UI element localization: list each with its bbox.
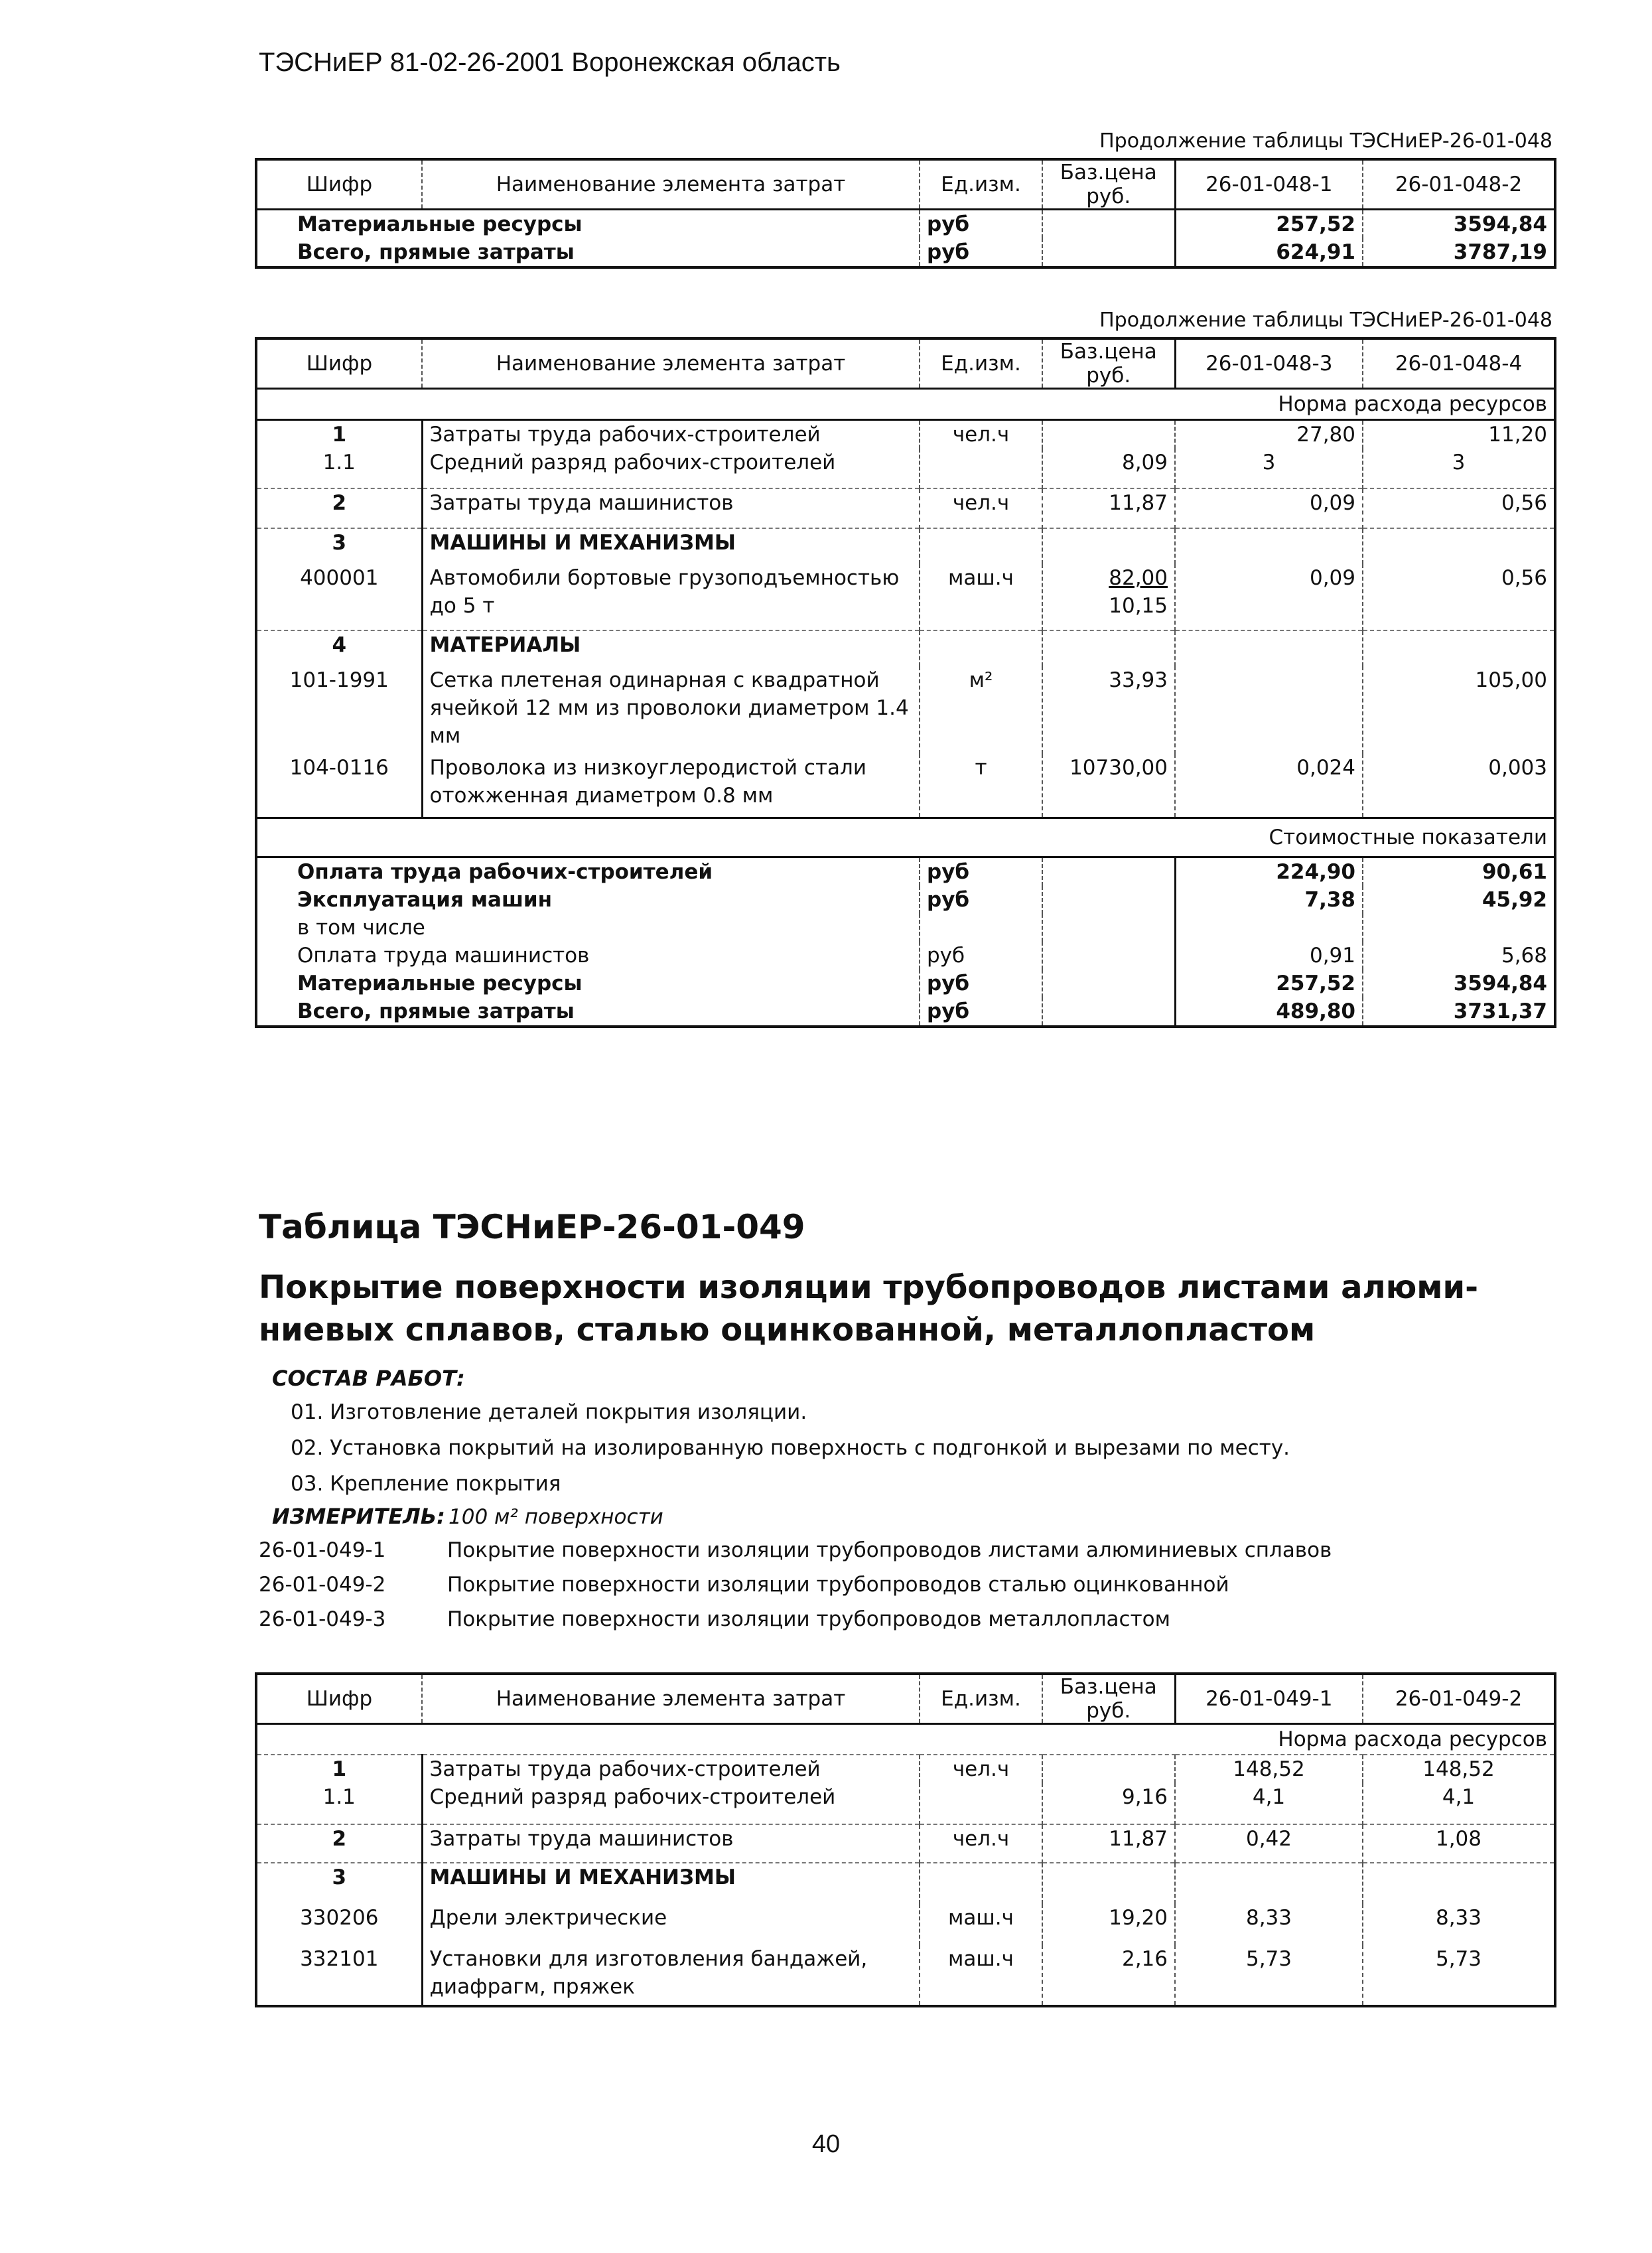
table-row: 2 Затраты труда машинистов чел.ч 11,87 0,42 1,08: [256, 1824, 1555, 1863]
col-header-name: Наименование элемента затрат: [422, 1674, 920, 1724]
col-header-unit: Ед.изм.: [920, 1674, 1042, 1724]
page-number: 40: [811, 2130, 841, 2158]
work-item-2: 02. Установка покрытий на изолированную поверхность с подгонкой и вырезами по месту.: [291, 1436, 1290, 1460]
cost-label: Стоимостные показатели: [256, 818, 1555, 857]
col-header-price: Баз.цена руб.: [1042, 159, 1175, 210]
table-row: 104-0116 Проволока из низкоуглеродистой стали отожженная диаметром 0.8 мм т 10730,00 0,024 0,003: [256, 754, 1555, 818]
col-header-v1: 26-01-049-1: [1175, 1674, 1363, 1724]
table-row: Оплата труда машинистов руб 0,91 5,68: [256, 942, 1555, 970]
table-row: Оплата труда рабочих-строителей руб 224,90 90,61: [256, 857, 1555, 886]
items-list: 26-01-049-1 Покрытие поверхности изоляции трубопроводов листами алюминиевых сплавов 26-01-049-2 Покрытие поверхности изоляции трубопроводов сталью оцинкованной 26-01-049-3 Покрытие поверхности изоляции трубопроводов металлопластом: [259, 1538, 1332, 1631]
col-header-name: Наименование элемента затрат: [422, 338, 920, 389]
table-row: 2 Затраты труда машинистов чел.ч 11,87 0,09 0,56: [256, 488, 1555, 528]
col-header-price: Баз.цена руб.: [1042, 1674, 1175, 1724]
continuation-label-1: Продолжение таблицы ТЭСНиЕР-26-01-048: [1099, 129, 1552, 153]
col-header-price: Баз.цена руб.: [1042, 338, 1175, 389]
page-header: ТЭСНиЕР 81-02-26-2001 Воронежская область: [259, 48, 841, 77]
table-row: 101-1991 Сетка плетеная одинарная с квадратной ячейкой 12 мм из проволоки диаметром 1.4 мм м² 33,93 105,00: [256, 666, 1555, 754]
col-header-v2: 26-01-049-2: [1363, 1674, 1555, 1724]
work-item-1: 01. Изготовление деталей покрытия изоляции.: [291, 1400, 807, 1424]
table-row: 400001 Автомобили бортовые грузоподъемностью до 5 т маш.ч 82,00 10,15 0,09 0,56: [256, 564, 1555, 630]
table-row: Всего, прямые затраты руб 489,80 3731,37: [256, 997, 1555, 1027]
table-row: 4 МАТЕРИАЛЫ: [256, 630, 1555, 666]
table-row: 3 МАШИНЫ И МЕХАНИЗМЫ: [256, 1863, 1555, 1904]
work-item-3: 03. Крепление покрытия: [291, 1472, 561, 1496]
izmeritel: ИЗМЕРИТЕЛЬ: 100 м² поверхности: [272, 1504, 663, 1529]
table-row: 332101 Установки для изготовления бандажей, диафрагм, пряжек маш.ч 2,16 5,73 5,73: [256, 1945, 1555, 2006]
table-row: Всего, прямые затраты руб 624,91 3787,19: [256, 238, 1555, 267]
col-header-v2: 26-01-048-2: [1363, 159, 1555, 210]
table-row: Материальные ресурсы руб 257,52 3594,84: [256, 970, 1555, 997]
table-049-title: Таблица ТЭСНиЕР-26-01-049: [259, 1208, 805, 1246]
col-header-code: Шифр: [256, 1674, 422, 1724]
col-header-code: Шифр: [256, 338, 422, 389]
col-header-unit: Ед.изм.: [920, 159, 1042, 210]
table-row: 330206 Дрели электрические маш.ч 19,20 8,33 8,33: [256, 1904, 1555, 1945]
norm-label: Норма расхода ресурсов: [1278, 1727, 1547, 1751]
table-row: 1 Затраты труда рабочих-строителей чел.ч 148,52 148,52: [256, 1755, 1555, 1783]
table-049-subtitle: Покрытие поверхности изоляции трубопроводов листами алюми-ниевых сплавов, сталью оцинкованной, металлопластом: [259, 1269, 1479, 1348]
table-049: [255, 1672, 1556, 2007]
norm-label: Норма расхода ресурсов: [1278, 392, 1547, 416]
col-header-v2: 26-01-048-4: [1363, 338, 1555, 389]
sostav-label: СОСТАВ РАБОТ:: [272, 1366, 465, 1391]
table-row: 1 Затраты труда рабочих-строителей чел.ч 27,80 11,20: [256, 420, 1555, 449]
col-header-v1: 26-01-048-1: [1175, 159, 1363, 210]
table-048-part1: [255, 158, 1556, 269]
table-row: 1.1 Средний разряд рабочих-строителей 8,09 3 3: [256, 449, 1555, 488]
table-row: в том числе: [256, 914, 1555, 942]
table-row: 1.1 Средний разряд рабочих-строителей 9,16 4,1 4,1: [256, 1783, 1555, 1824]
table-row: Эксплуатация машин руб 7,38 45,92: [256, 886, 1555, 914]
table-row: Материальные ресурсы руб 257,52 3594,84: [256, 210, 1555, 239]
col-header-name: Наименование элемента затрат: [422, 159, 920, 210]
table-row: 3 МАШИНЫ И МЕХАНИЗМЫ: [256, 528, 1555, 564]
table-048-part2: [255, 337, 1556, 1028]
col-header-v1: 26-01-048-3: [1175, 338, 1363, 389]
col-header-unit: Ед.изм.: [920, 338, 1042, 389]
col-header-code: Шифр: [256, 159, 422, 210]
continuation-label-2: Продолжение таблицы ТЭСНиЕР-26-01-048: [1099, 309, 1552, 332]
